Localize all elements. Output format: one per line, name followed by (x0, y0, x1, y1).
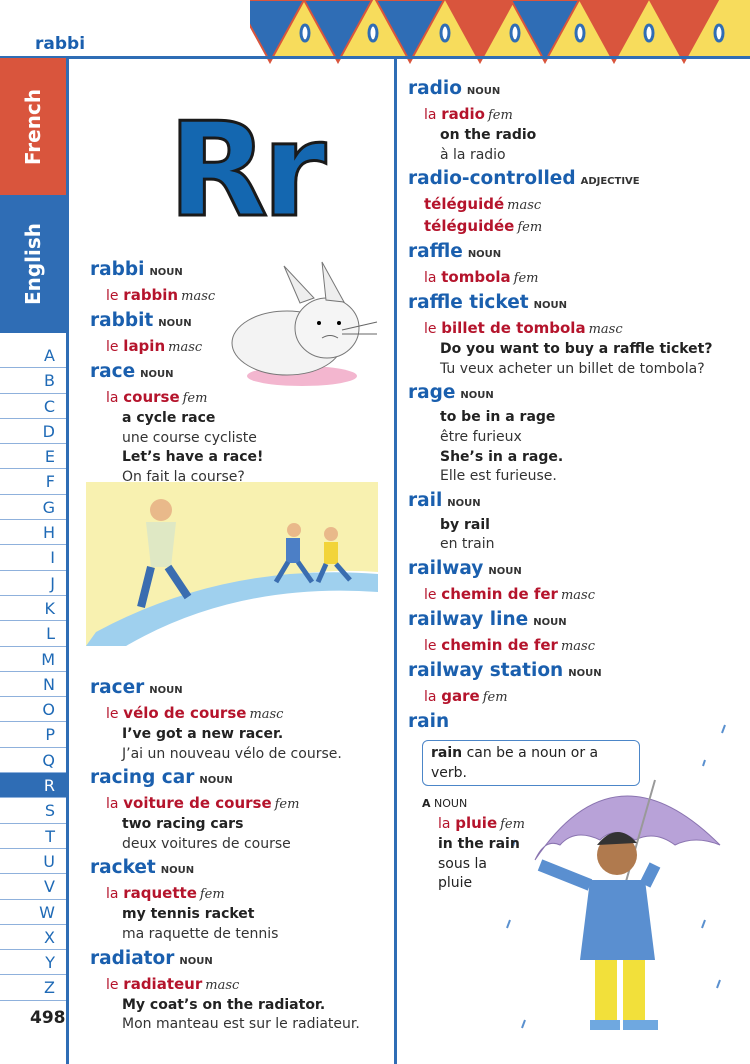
example-english: Let’s have a race! (122, 449, 264, 466)
translation-word: raquette (123, 884, 197, 903)
article: la (424, 688, 437, 705)
headword: race (90, 361, 136, 382)
headword: racing car (90, 767, 195, 789)
example-french: Tu veux acheter un billet de tombola? (440, 360, 705, 377)
translation (408, 194, 743, 216)
dictionary-entry (408, 167, 743, 238)
example-french: une course cycliste (122, 429, 257, 446)
part-of-speech: NOUN (158, 318, 192, 329)
example (90, 448, 390, 487)
example-french: en train (440, 536, 495, 553)
alphabet-letter-q[interactable]: Q (0, 748, 66, 773)
translation (90, 883, 390, 905)
translation-word: chemin de fer (441, 584, 558, 603)
example-french: Elle est furieuse. (440, 468, 557, 485)
example-english: She’s in a rage. (440, 448, 564, 465)
headword: racer (90, 677, 145, 698)
sense-a (408, 794, 743, 894)
left-column-top (90, 258, 390, 489)
pennant-dot (369, 25, 377, 41)
article: la (106, 390, 119, 406)
entry-headline (90, 360, 390, 387)
alphabet-letter-o[interactable]: O (0, 697, 66, 722)
headword: rabbi (90, 259, 145, 280)
tab-french-label: French (21, 88, 45, 165)
alphabet-letter-y[interactable]: Y (0, 950, 66, 975)
alphabet-letter-r[interactable]: R (0, 773, 66, 798)
alphabet-letter-f[interactable]: F (0, 469, 66, 494)
pennant-dot (441, 25, 449, 41)
part-of-speech: NOUN (149, 685, 183, 696)
example-english: in the rain (438, 836, 520, 853)
part-of-speech: NOUN (160, 865, 195, 877)
gender: masc (205, 977, 240, 993)
pennant-dot (645, 25, 653, 41)
usage-note (422, 740, 640, 786)
alphabet-letter-g[interactable]: G (0, 495, 66, 520)
alphabet-letter-j[interactable]: J (0, 571, 66, 596)
translation (408, 318, 743, 340)
translation (90, 703, 390, 725)
dictionary-entry (408, 291, 743, 379)
translation (408, 104, 743, 126)
dictionary-entry (90, 360, 390, 487)
bunting-decoration (250, 0, 750, 64)
alphabet-letter-z[interactable]: Z (0, 975, 66, 1000)
translation-word: radio (441, 105, 485, 123)
example (408, 448, 743, 487)
race-illustration (86, 482, 378, 646)
headword: raffle ticket (408, 292, 529, 314)
sense-body (422, 813, 743, 894)
example (90, 996, 390, 1035)
example-english: My coat’s on the radiator. (122, 996, 326, 1013)
gender: masc (168, 340, 203, 355)
gender: fem (482, 689, 508, 705)
headword: rabbit (90, 310, 154, 331)
sense-label: A (422, 796, 431, 810)
translation (90, 285, 390, 307)
article: la (106, 886, 119, 903)
gender: masc (249, 707, 284, 722)
usage-note-word: rain (431, 744, 463, 761)
headword: railway (408, 557, 484, 579)
translation-word: rabbin (123, 286, 179, 304)
entry-headline (408, 381, 743, 408)
example-french: deux voitures de course (122, 835, 291, 852)
gender: masc (588, 322, 623, 338)
example (408, 408, 743, 447)
translation-word: billet de tombola (441, 319, 586, 338)
part-of-speech: NOUN (568, 667, 602, 679)
alphabet-letter-m[interactable]: M (0, 647, 66, 672)
translation-word: vélo de course (123, 704, 247, 722)
example-french: être furieux (440, 428, 522, 445)
translation-word: radiateur (123, 974, 203, 993)
dictionary-entry (90, 676, 390, 764)
part-of-speech: NOUN (533, 616, 567, 628)
gender: fem (487, 108, 513, 123)
example-english: by rail (440, 516, 490, 533)
pennant-dot (715, 25, 723, 41)
translation-word: tombola (441, 268, 511, 287)
header-rule (0, 56, 750, 59)
part-of-speech: ADJECTIVE (580, 176, 640, 188)
tab-english[interactable] (0, 195, 66, 333)
part-of-speech: NOUN (434, 796, 468, 810)
gender: fem (199, 887, 225, 903)
gender: fem (513, 271, 539, 287)
alphabet-letter-e[interactable]: E (0, 444, 66, 469)
alphabet-letter-p[interactable]: P (0, 722, 66, 747)
alphabet-letter-n[interactable]: N (0, 672, 66, 697)
headword: radio (408, 78, 462, 99)
part-of-speech: NOUN (179, 955, 213, 967)
sense-header (422, 794, 743, 814)
gender: masc (181, 289, 216, 304)
tab-english-label: English (21, 222, 45, 306)
article: la (424, 107, 437, 123)
entry-headline (90, 766, 390, 793)
example-french: ma raquette de tennis (122, 925, 279, 942)
entry-headline (408, 291, 743, 318)
gender: fem (274, 797, 300, 813)
example-french: à la radio (440, 146, 506, 163)
translation-word: chemin de fer (441, 635, 558, 654)
alphabet-letter-i[interactable]: I (0, 545, 66, 570)
part-of-speech: NOUN (467, 249, 502, 261)
translation-word: téléguidé (424, 195, 505, 214)
dictionary-entry (90, 947, 390, 1035)
translation-word: pluie (455, 814, 498, 833)
example-french: On fait la course? (122, 468, 245, 485)
dictionary-entry (90, 766, 390, 854)
section-letter: Rr (168, 94, 321, 246)
translation (408, 686, 743, 708)
example (408, 340, 743, 379)
translation (408, 635, 743, 657)
example (90, 409, 390, 448)
entry-headline (408, 557, 743, 584)
translation (90, 387, 390, 409)
example-english: Do you want to buy a raffle ticket? (440, 341, 713, 358)
article: la (438, 816, 451, 833)
page-number: 498 (30, 1008, 66, 1028)
entry-headline (408, 489, 743, 516)
translation (408, 267, 743, 289)
entry-headline (90, 309, 390, 336)
dictionary-entry (408, 608, 743, 657)
part-of-speech: NOUN (460, 390, 494, 402)
headword: raffle (408, 241, 463, 263)
article: le (106, 288, 119, 304)
tab-french[interactable] (0, 58, 66, 195)
dictionary-entry (408, 557, 743, 606)
usage-note-text: can be a noun or a verb. (431, 744, 599, 781)
translation-word: gare (441, 686, 480, 705)
right-column (408, 77, 743, 894)
headword: rain (408, 710, 450, 732)
gender: fem (517, 220, 543, 236)
translation-word: voiture de course (123, 794, 272, 813)
gender: fem (500, 817, 525, 833)
example-french: J’ai un nouveau vélo de course. (122, 745, 342, 762)
dictionary-entry (408, 77, 743, 165)
alphabet-letter-s[interactable]: S (0, 798, 66, 823)
translation (438, 813, 743, 835)
alphabet-letter-c[interactable]: C (0, 394, 66, 419)
part-of-speech: NOUN (149, 267, 183, 278)
column-rule-middle (394, 58, 397, 1064)
part-of-speech: NOUN (447, 497, 481, 509)
alphabet-letter-b[interactable]: B (0, 368, 66, 393)
column-rule-left (66, 58, 69, 1064)
example (408, 516, 743, 555)
dictionary-entry (408, 381, 743, 486)
example (90, 725, 390, 764)
article: le (424, 586, 437, 603)
dictionary-entry (408, 659, 743, 708)
example-english: on the radio (440, 127, 537, 143)
example-english: I’ve got a new racer. (122, 726, 284, 742)
entry-headline (90, 676, 390, 703)
article: le (424, 321, 437, 338)
alphabet-letter-l[interactable]: L (0, 621, 66, 646)
entry-headline (90, 856, 390, 883)
example-english: a cycle race (122, 410, 216, 426)
translation (408, 216, 743, 238)
article: la (106, 796, 119, 813)
headword: radiator (90, 947, 175, 969)
gender: masc (560, 587, 595, 603)
example (408, 126, 743, 165)
headword: rail (408, 489, 443, 511)
example-english: to be in a rage (440, 409, 556, 426)
translation-word: lapin (123, 337, 166, 355)
alphabet-index (0, 343, 66, 1001)
headword: racket (90, 857, 156, 879)
left-column-bottom (90, 676, 390, 1037)
gender: fem (182, 391, 208, 406)
headword: radio-controlled (408, 168, 576, 190)
article: le (106, 706, 119, 722)
example-english: my tennis racket (122, 906, 255, 923)
dictionary-entry (408, 489, 743, 555)
entry-headline (408, 659, 743, 686)
entry-headline (408, 608, 743, 635)
article: le (106, 976, 119, 993)
alphabet-letter-a[interactable]: A (0, 343, 66, 368)
entry-headline (408, 77, 743, 104)
alphabet-letter-t[interactable]: T (0, 824, 66, 849)
translation-word: téléguidée (424, 217, 515, 236)
dictionary-entry (90, 856, 390, 944)
entry-headline (90, 258, 390, 285)
article: la (424, 270, 437, 287)
example-english: two racing cars (122, 816, 244, 833)
alphabet-letter-w[interactable]: W (0, 900, 66, 925)
part-of-speech: NOUN (140, 369, 174, 380)
dictionary-entry (90, 258, 390, 307)
running-head: rabbi (35, 34, 86, 54)
pennant-dot (576, 25, 584, 41)
headword: rage (408, 382, 456, 404)
part-of-speech: NOUN (533, 300, 567, 312)
pennant-dot (511, 25, 519, 41)
example-french: Mon manteau est sur le radiateur. (122, 1016, 360, 1033)
alphabet-letter-v[interactable]: V (0, 874, 66, 899)
part-of-speech: NOUN (488, 565, 522, 577)
example-french: sous la (438, 855, 487, 872)
gender: masc (560, 638, 595, 654)
example (90, 905, 390, 944)
dictionary-entry (408, 240, 743, 289)
article: le (106, 339, 119, 355)
dictionary-entry (90, 309, 390, 358)
translation-word: course (123, 388, 180, 406)
example (90, 815, 390, 854)
headword: railway station (408, 659, 564, 681)
entry-headline (90, 947, 390, 974)
dictionary-entry (408, 710, 743, 734)
translation (408, 584, 743, 606)
alphabet-letter-x[interactable]: X (0, 925, 66, 950)
part-of-speech: NOUN (199, 775, 233, 787)
part-of-speech: NOUN (466, 86, 501, 97)
gender: masc (507, 198, 542, 214)
translation (90, 336, 390, 358)
alphabet-letter-d[interactable]: D (0, 419, 66, 444)
translation (90, 793, 390, 815)
headword: railway line (408, 608, 529, 630)
alphabet-letter-u[interactable]: U (0, 849, 66, 874)
alphabet-letter-k[interactable]: K (0, 596, 66, 621)
alphabet-letter-h[interactable]: H (0, 520, 66, 545)
article: le (424, 637, 437, 654)
example-french: pluie (438, 875, 473, 892)
translation (90, 974, 390, 996)
pennant-dot (301, 25, 309, 41)
entry-headline (408, 710, 743, 734)
entry-headline (408, 240, 743, 267)
entry-headline (408, 167, 743, 194)
